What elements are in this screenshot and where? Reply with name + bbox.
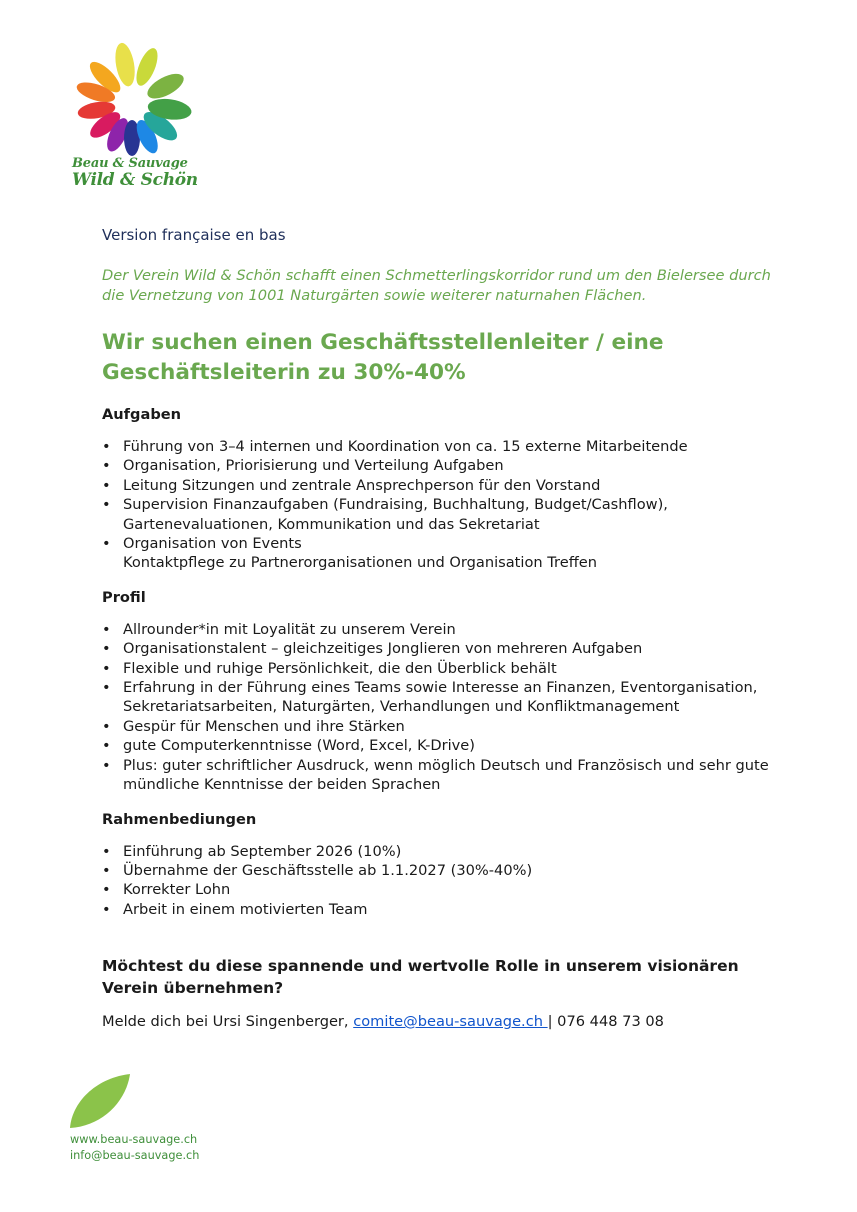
list-item: • Organisationstalent – gleichzeitiges Jonglieren von mehreren Aufgaben xyxy=(102,640,643,658)
list-item: • Organisation, Priorisierung und Verteilung Aufgaben xyxy=(102,457,504,475)
bullet-icon: • xyxy=(102,640,111,658)
bullet-icon: • xyxy=(102,620,111,638)
section-title-profil: Profil xyxy=(102,588,146,606)
bullet-icon: • xyxy=(102,717,111,735)
list-item: • Korrekter Lohn xyxy=(102,881,231,899)
bullet-icon: • xyxy=(102,496,111,514)
contact-phone: | 076 448 73 08 xyxy=(547,1013,664,1031)
list-rahmenbedingungen xyxy=(102,842,782,920)
bullet-icon: • xyxy=(102,457,111,475)
contact-prefix: Melde dich bei Ursi Singenberger, xyxy=(102,1013,354,1031)
version-note: Version française en bas xyxy=(102,226,286,244)
bullet-icon: • xyxy=(102,476,111,494)
bullet-icon: • xyxy=(102,861,111,879)
section-title-aufgaben: Aufgaben xyxy=(102,406,182,423)
list-profil xyxy=(102,620,782,795)
bullet-icon: • xyxy=(102,900,111,918)
list-item: • Führung von 3–4 internen und Koordination von ca. 15 externe Mitarbeitende xyxy=(102,438,688,455)
contact-line xyxy=(102,1013,782,1030)
bullet-icon: • xyxy=(102,756,111,774)
bullet-icon: • xyxy=(102,842,111,860)
document-body xyxy=(102,226,782,1030)
footer-website[interactable]: www.beau-sauvage.ch xyxy=(70,1133,198,1146)
bullet-icon: • xyxy=(102,737,111,755)
headline: Wir suchen einen Geschäftsstellenleiter / eine Geschäftsleiterin zu 30%-40% xyxy=(102,330,664,385)
flower-logo-icon xyxy=(62,32,202,157)
footer xyxy=(70,1132,199,1164)
list-item: • Gespür für Menschen und ihre Stärken xyxy=(102,717,405,735)
section-title-rahmenbedingungen: Rahmenbediungen xyxy=(102,810,257,828)
logo-text-german: Wild & Schön xyxy=(72,170,198,190)
bullet-icon: • xyxy=(102,881,111,899)
intro-text: Der Verein Wild & Schön schafft einen Schmetterlingskorridor rund um den Bielersee durch die Vernetzung von 1001 Naturgärten sowie weiterer naturnahen Flächen. xyxy=(102,267,771,304)
list-item: • Allrounder*in mit Loyalität zu unserem Verein xyxy=(102,620,456,638)
list-item: • Einführung ab September 2026 (10%) xyxy=(102,842,402,860)
bullet-icon: • xyxy=(102,438,111,455)
list-item: • Organisation von Events Kontaktpflege zu Partnerorganisationen und Organisation Treffen xyxy=(102,535,597,572)
list-item: • Leitung Sitzungen und zentrale Ansprechperson für den Vorstand xyxy=(102,476,601,494)
contact-email-link[interactable]: comite@beau-sauvage.ch xyxy=(353,1013,548,1031)
leaf-icon xyxy=(66,1072,134,1132)
list-item: • Supervision Finanzaufgaben (Fundraising, Buchhaltung, Budget/Cashflow), Gartenevaluationen, Kommunikation und das Sekretariat xyxy=(102,496,668,533)
list-item: • Erfahrung in der Führung eines Teams sowie Interesse an Finanzen, Eventorganisation, Sekretariatsarbeiten, Naturgärten, Verhandlungen und Konfliktmanagement xyxy=(102,679,758,716)
logo-text-french: Beau & Sauvage xyxy=(72,156,188,171)
bullet-icon: • xyxy=(102,679,111,697)
bullet-icon: • xyxy=(102,659,111,677)
logo xyxy=(62,32,202,210)
bullet-icon: • xyxy=(102,535,111,553)
list-item: • gute Computerkenntnisse (Word, Excel, K-Drive) xyxy=(102,737,475,755)
footer-email[interactable]: info@beau-sauvage.ch xyxy=(70,1149,200,1162)
list-item: • Übernahme der Geschäftsstelle ab 1.1.2027 (30%-40%) xyxy=(102,861,533,879)
list-item: • Plus: guter schriftlicher Ausdruck, wenn möglich Deutsch und Französisch und sehr gute mündliche Kenntnisse der beiden Sprachen xyxy=(102,756,769,794)
list-item: • Arbeit in einem motivierten Team xyxy=(102,900,368,918)
list-aufgaben xyxy=(102,437,782,573)
list-item: • Flexible und ruhige Persönlichkeit, die den Überblick behält xyxy=(102,659,557,677)
call-to-action: Möchtest du diese spannende und wertvolle Rolle in unserem visionären Verein übernehmen? xyxy=(102,957,739,998)
